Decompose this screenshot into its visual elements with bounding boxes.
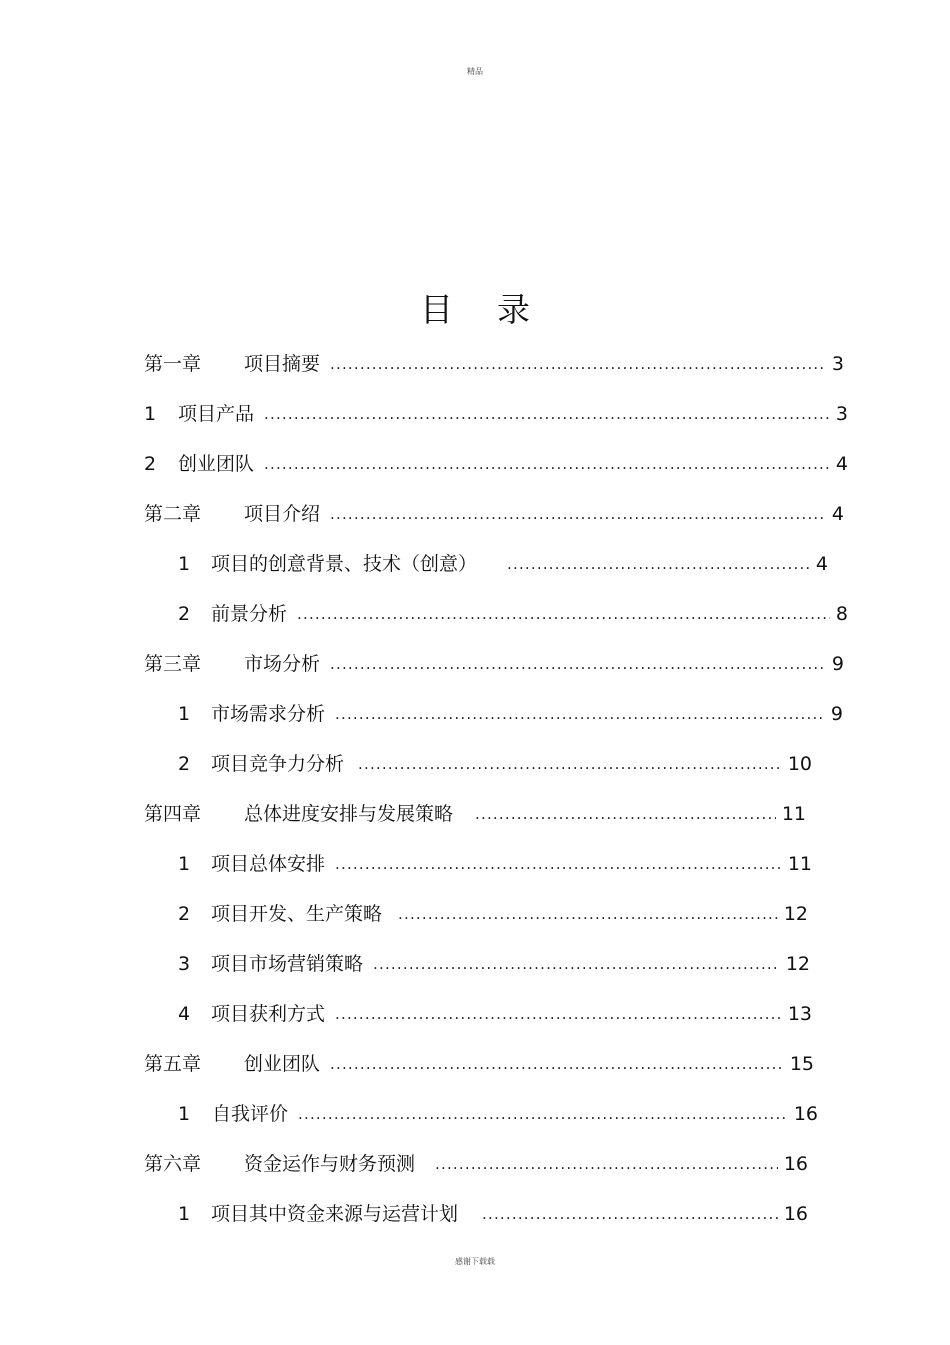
toc-number: 1 [178,853,191,875]
toc-page: 13 [787,1003,812,1025]
toc-leader [264,402,830,426]
toc-number: 第三章 [144,653,202,675]
toc-page: 4 [831,503,844,525]
toc-page: 16 [783,1203,808,1225]
toc-entry[interactable] [144,650,844,676]
toc-entry[interactable] [144,450,848,476]
toc-entry[interactable] [178,900,808,926]
toc-number: 2 [144,453,157,475]
title-char-left: 目 [420,290,453,329]
toc-page: 9 [831,653,844,675]
toc-label: 自我评价 [212,1103,289,1125]
toc-number: 第二章 [144,503,202,525]
title-char-right: 录 [497,290,530,329]
toc-entry[interactable] [144,500,844,526]
toc-page: 16 [783,1153,808,1175]
toc-number: 第五章 [144,1053,202,1075]
toc-entry[interactable] [178,950,810,976]
toc-label: 项目产品 [178,403,255,425]
toc-entry[interactable] [144,1150,808,1176]
toc-label: 项目开发、生产策略 [211,903,383,925]
toc-leader [330,352,826,376]
toc-entry[interactable] [178,1000,812,1026]
toc-entry[interactable] [144,350,844,376]
toc-page: 4 [815,553,828,575]
toc-leader [507,552,810,576]
toc-number: 第六章 [144,1153,202,1175]
toc-number: 1 [144,403,157,425]
toc-label: 市场需求分析 [211,703,326,725]
toc-leader [435,1152,778,1176]
toc-number: 1 [178,703,191,725]
toc-number: 2 [178,753,191,775]
toc-number: 1 [178,1203,191,1225]
toc-label: 项目介绍 [244,503,321,525]
toc-page: 15 [789,1053,814,1075]
toc-label: 项目摘要 [244,353,321,375]
toc-entry[interactable] [178,750,812,776]
page-header: 精品 [467,67,483,76]
toc-leader [335,852,782,876]
toc-leader [475,802,776,826]
toc-leader [264,452,830,476]
page-footer: 感谢下载载 [455,1257,495,1266]
toc-page: 10 [787,753,812,775]
toc-page: 8 [835,603,848,625]
toc-entry[interactable] [178,550,828,576]
toc-label: 市场分析 [244,653,321,675]
toc-entry[interactable] [144,400,848,426]
toc-leader [482,1202,778,1226]
toc-page: 3 [835,403,848,425]
toc-number: 1 [178,553,191,575]
toc-entry[interactable] [144,1050,814,1076]
toc-number: 第四章 [144,803,202,825]
toc-entry[interactable] [178,1200,808,1226]
toc-page: 3 [831,353,844,375]
toc-entry[interactable] [178,850,812,876]
toc-page: 16 [793,1103,818,1125]
toc-page: 12 [783,903,808,925]
toc-label: 资金运作与财务预测 [244,1153,416,1175]
toc-entry[interactable] [144,800,806,826]
toc-label: 项目市场营销策略 [211,953,364,975]
toc-label: 项目的创意背景、技术（创意） [211,553,478,575]
toc-page: 4 [835,453,848,475]
toc-label: 创业团队 [244,1053,321,1075]
toc-label: 项目其中资金来源与运营计划 [211,1203,459,1225]
toc-leader [330,652,826,676]
toc-leader [358,752,782,776]
toc-entry[interactable] [178,1100,818,1126]
toc-number: 4 [178,1003,191,1025]
toc-number: 3 [178,953,191,975]
toc-label: 创业团队 [178,453,255,475]
toc-leader [398,902,778,926]
toc-number: 2 [178,903,191,925]
toc-label: 项目获利方式 [211,1003,326,1025]
toc-page: 11 [781,803,806,825]
toc-leader [373,952,780,976]
toc-page: 9 [830,703,843,725]
toc-label: 总体进度安排与发展策略 [244,803,454,825]
toc-leader [335,702,825,726]
toc-entry[interactable] [178,600,848,626]
toc-page: 11 [787,853,812,875]
toc-page: 12 [785,953,810,975]
toc-number: 2 [178,603,191,625]
toc-label: 项目总体安排 [211,853,326,875]
toc-number: 1 [178,1103,191,1125]
toc-label: 项目竞争力分析 [211,753,345,775]
toc-number: 第一章 [144,353,202,375]
toc-leader [330,502,826,526]
toc-leader [330,1052,784,1076]
toc-entry[interactable] [178,700,843,726]
toc-leader [298,1102,788,1126]
toc-label: 前景分析 [211,603,288,625]
toc-leader [335,1002,782,1026]
toc-leader [297,602,830,626]
